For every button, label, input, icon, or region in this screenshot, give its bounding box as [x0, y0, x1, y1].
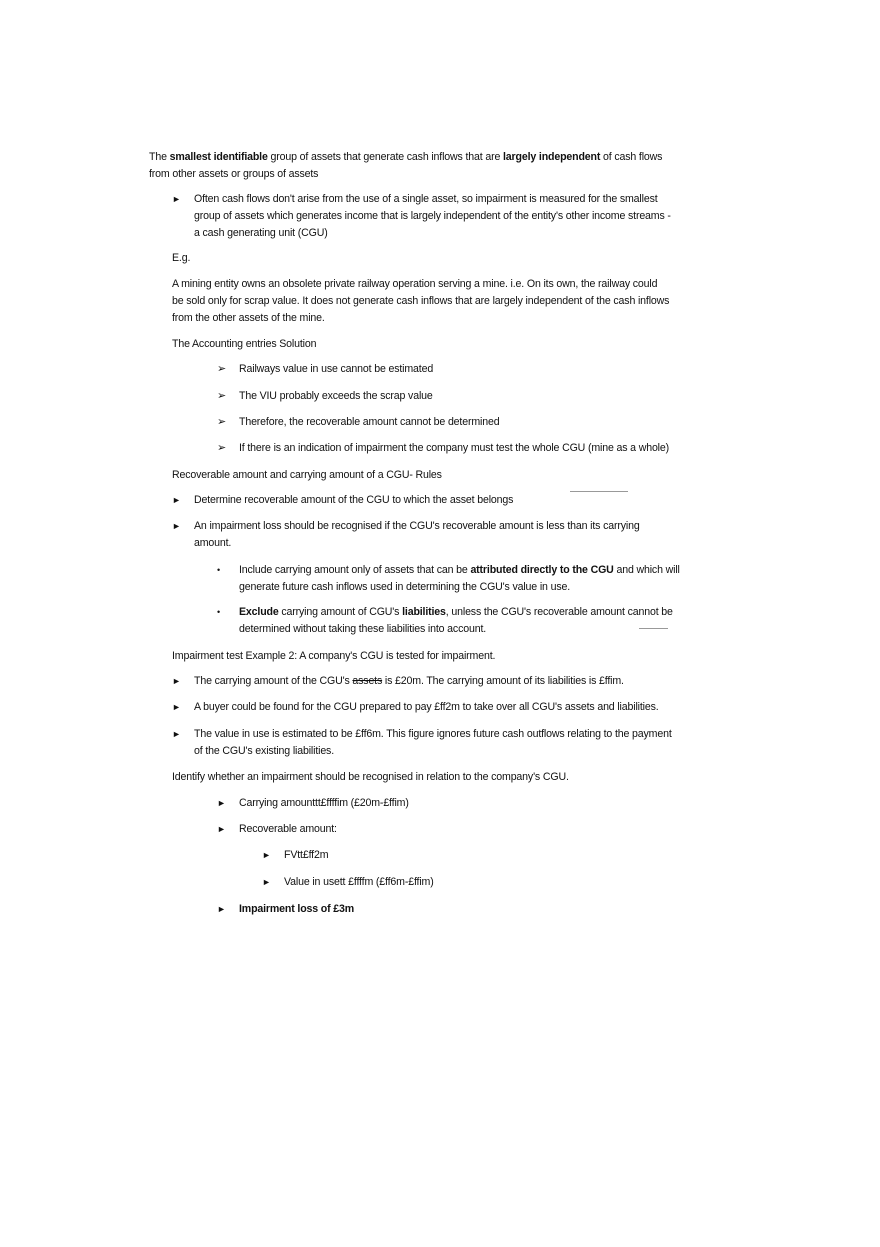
example-heading: Impairment test Example 2: A company's CGU is tested for impairment.	[172, 650, 496, 662]
text: The	[149, 151, 170, 163]
example-fact: A buyer could be found for the CGU prepared to pay £ff2m to take over all CGU's assets and liabilities.	[194, 701, 659, 713]
impairment-loss: Impairment loss of £3m	[239, 903, 355, 915]
example-fact	[194, 726, 672, 760]
bold-text: smallest identifiable	[169, 151, 268, 163]
text: of the CGU's existing liabilities.	[194, 745, 334, 757]
text: and which will	[613, 564, 680, 576]
text: Often cash flows don't arise from the use of a single asset, so impairment is measured for the smallest	[194, 193, 658, 205]
arrow-bullet-icon: ➢	[217, 390, 227, 402]
text: be sold only for scrap value. It does not generate cash inflows that are largely independent of the cash inflows	[172, 295, 670, 307]
triangle-bullet-icon: ►	[217, 824, 226, 834]
dot-bullet-icon: •	[217, 607, 221, 617]
fair-value: FVtt£ff2m	[284, 849, 329, 861]
text: A mining entity owns an obsolete private railway operation serving a mine. i.e. On its own, the railway could	[172, 278, 658, 290]
triangle-bullet-icon: ►	[172, 495, 181, 505]
solution-item: If there is an indication of impairment the company must test the whole CGU (mine as a whole)	[239, 442, 670, 454]
arrow-bullet-icon: ➢	[217, 363, 227, 375]
value-in-use: Value in usett £ffffm (£ff6m-£ffim)	[284, 876, 434, 888]
triangle-bullet-icon: ►	[217, 904, 226, 914]
bold-text: attributed directly to the CGU	[470, 564, 614, 576]
solution-item: The VIU probably exceeds the scrap value	[239, 390, 433, 402]
include-rule	[239, 562, 680, 596]
text: The carrying amount of the CGU's	[194, 675, 353, 687]
triangle-bullet-icon: ►	[172, 702, 181, 712]
text: from other assets or groups of assets	[149, 168, 319, 180]
text: a cash generating unit (CGU)	[194, 227, 328, 239]
bold-text: Exclude	[239, 606, 279, 618]
text: generate future cash inflows used in determining the CGU's value in use.	[239, 581, 570, 593]
exclude-rule	[239, 604, 673, 638]
eg-label: E.g.	[172, 252, 191, 264]
triangle-bullet-icon: ►	[262, 877, 271, 887]
text: Include carrying amount only of assets that can be	[239, 564, 471, 576]
text: determined without taking these liabilities into account.	[239, 623, 487, 635]
text: from the other assets of the mine.	[172, 312, 325, 324]
intro-paragraph	[149, 149, 662, 183]
text: is £20m. The carrying amount of its liabilities is £ffim.	[382, 675, 624, 687]
divider-line	[570, 491, 628, 492]
triangle-bullet-icon: ►	[172, 521, 181, 531]
text: group of assets which generates income that is largely independent of the entity's other income streams -	[194, 210, 671, 222]
text: of cash flows	[600, 151, 663, 163]
text: group of assets that generate cash inflows that are	[267, 151, 503, 163]
triangle-bullet-icon: ►	[172, 676, 181, 686]
solution-heading: The Accounting entries Solution	[172, 338, 317, 350]
bold-text: liabilities	[402, 606, 446, 618]
recoverable-amount: Recoverable amount:	[239, 823, 337, 835]
text: carrying amount of CGU's	[278, 606, 403, 618]
carrying-amount: Carrying amounttt£ffffim (£20m-£ffim)	[239, 797, 409, 809]
triangle-bullet-icon: ►	[262, 850, 271, 860]
mining-example	[172, 276, 669, 327]
text: amount.	[194, 537, 232, 549]
triangle-bullet-icon: ►	[172, 194, 181, 204]
struck-text: assets	[352, 675, 383, 687]
triangle-bullet-icon: ►	[172, 729, 181, 739]
dot-bullet-icon: •	[217, 565, 221, 575]
text: The value in use is estimated to be £ff6m. This figure ignores future cash outflows relating to the payment	[194, 728, 672, 740]
arrow-bullet-icon: ➢	[217, 416, 227, 428]
bold-text: largely independent	[503, 151, 601, 163]
solution-item: Therefore, the recoverable amount cannot be determined	[239, 416, 500, 428]
divider-line	[639, 628, 668, 629]
rule-item: Determine recoverable amount of the CGU to which the asset belongs	[194, 494, 514, 506]
cgu-definition-bullet	[194, 191, 671, 242]
example-question: Identify whether an impairment should be recognised in relation to the company's CGU.	[172, 771, 569, 783]
solution-item: Railways value in use cannot be estimated	[239, 363, 434, 375]
rules-heading: Recoverable amount and carrying amount of a CGU- Rules	[172, 469, 442, 481]
arrow-bullet-icon: ➢	[217, 442, 227, 454]
text: An impairment loss should be recognised if the CGU's recoverable amount is less than its carrying	[194, 520, 640, 532]
rule-item	[194, 518, 640, 552]
text: , unless the CGU's recoverable amount cannot be	[445, 606, 673, 618]
example-fact	[194, 673, 624, 690]
triangle-bullet-icon: ►	[217, 798, 226, 808]
